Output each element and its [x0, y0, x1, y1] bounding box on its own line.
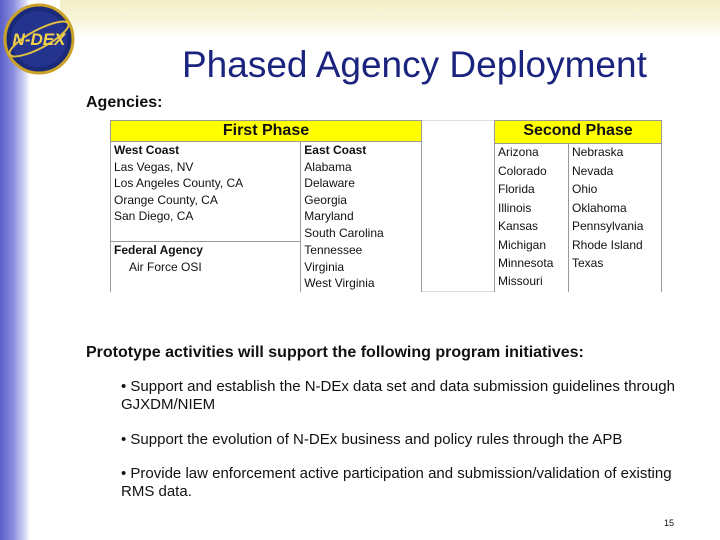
list-item: Colorado: [495, 163, 569, 181]
list-item: Texas: [568, 255, 661, 273]
list-item: Air Force OSI: [111, 259, 301, 276]
bullet-item: • Provide law enforcement active participation and submission/validation of existing RMS data.: [121, 465, 672, 500]
list-item: Arizona: [495, 144, 569, 163]
top-gradient-band: [60, 0, 720, 38]
list-item: Orange County, CA: [111, 192, 301, 209]
list-item: Kansas: [495, 218, 569, 236]
slide-title: Phased Agency Deployment: [182, 44, 647, 85]
list-item: West Virginia: [301, 275, 422, 292]
left-gradient-band: [0, 0, 30, 540]
list-item: Pennsylvania: [568, 218, 661, 236]
logo-text: N-DEX: [12, 30, 66, 49]
first-phase-table: [110, 120, 422, 292]
agencies-label: Agencies:: [86, 94, 163, 111]
west-coast-heading: West Coast: [111, 142, 301, 159]
table-spacer: [422, 120, 494, 292]
first-phase-header: First Phase: [111, 121, 422, 142]
federal-agency-heading: Federal Agency: [111, 242, 301, 259]
list-item: [568, 273, 661, 292]
list-item: Missouri: [495, 273, 569, 292]
list-item: Delaware: [301, 175, 422, 192]
list-item: Tennessee: [301, 242, 422, 259]
list-item: Ohio: [568, 181, 661, 199]
list-item: Alabama: [301, 159, 422, 176]
bullet-item: • Support and establish the N-DEx data set and data submission guidelines through GJXDM/NIEM: [121, 378, 675, 413]
east-coast-heading: East Coast: [301, 142, 422, 159]
list-item: Los Angeles County, CA: [111, 175, 301, 192]
list-item: Georgia: [301, 192, 422, 209]
list-item: Illinois: [495, 200, 569, 218]
list-item: Las Vegas, NV: [111, 159, 301, 176]
list-item: Rhode Island: [568, 237, 661, 255]
list-item: Michigan: [495, 237, 569, 255]
list-item: Florida: [495, 181, 569, 199]
list-item: South Carolina: [301, 225, 422, 242]
list-item: [111, 225, 301, 242]
second-phase-table: [494, 120, 662, 292]
list-item: Virginia: [301, 259, 422, 276]
list-item: Nebraska: [568, 144, 661, 163]
page-number: 15: [664, 518, 675, 528]
list-item: Nevada: [568, 163, 661, 181]
list-item: [111, 275, 301, 292]
prototype-heading: Prototype activities will support the following program initiatives:: [86, 344, 584, 361]
list-item: Maryland: [301, 208, 422, 225]
bullet-item: • Support the evolution of N-DEx business and policy rules through the APB: [121, 431, 623, 448]
ndex-logo: [2, 2, 76, 76]
second-phase-header: Second Phase: [495, 121, 662, 144]
list-item: Minnesota: [495, 255, 569, 273]
list-item: Oklahoma: [568, 200, 661, 218]
list-item: San Diego, CA: [111, 208, 301, 225]
